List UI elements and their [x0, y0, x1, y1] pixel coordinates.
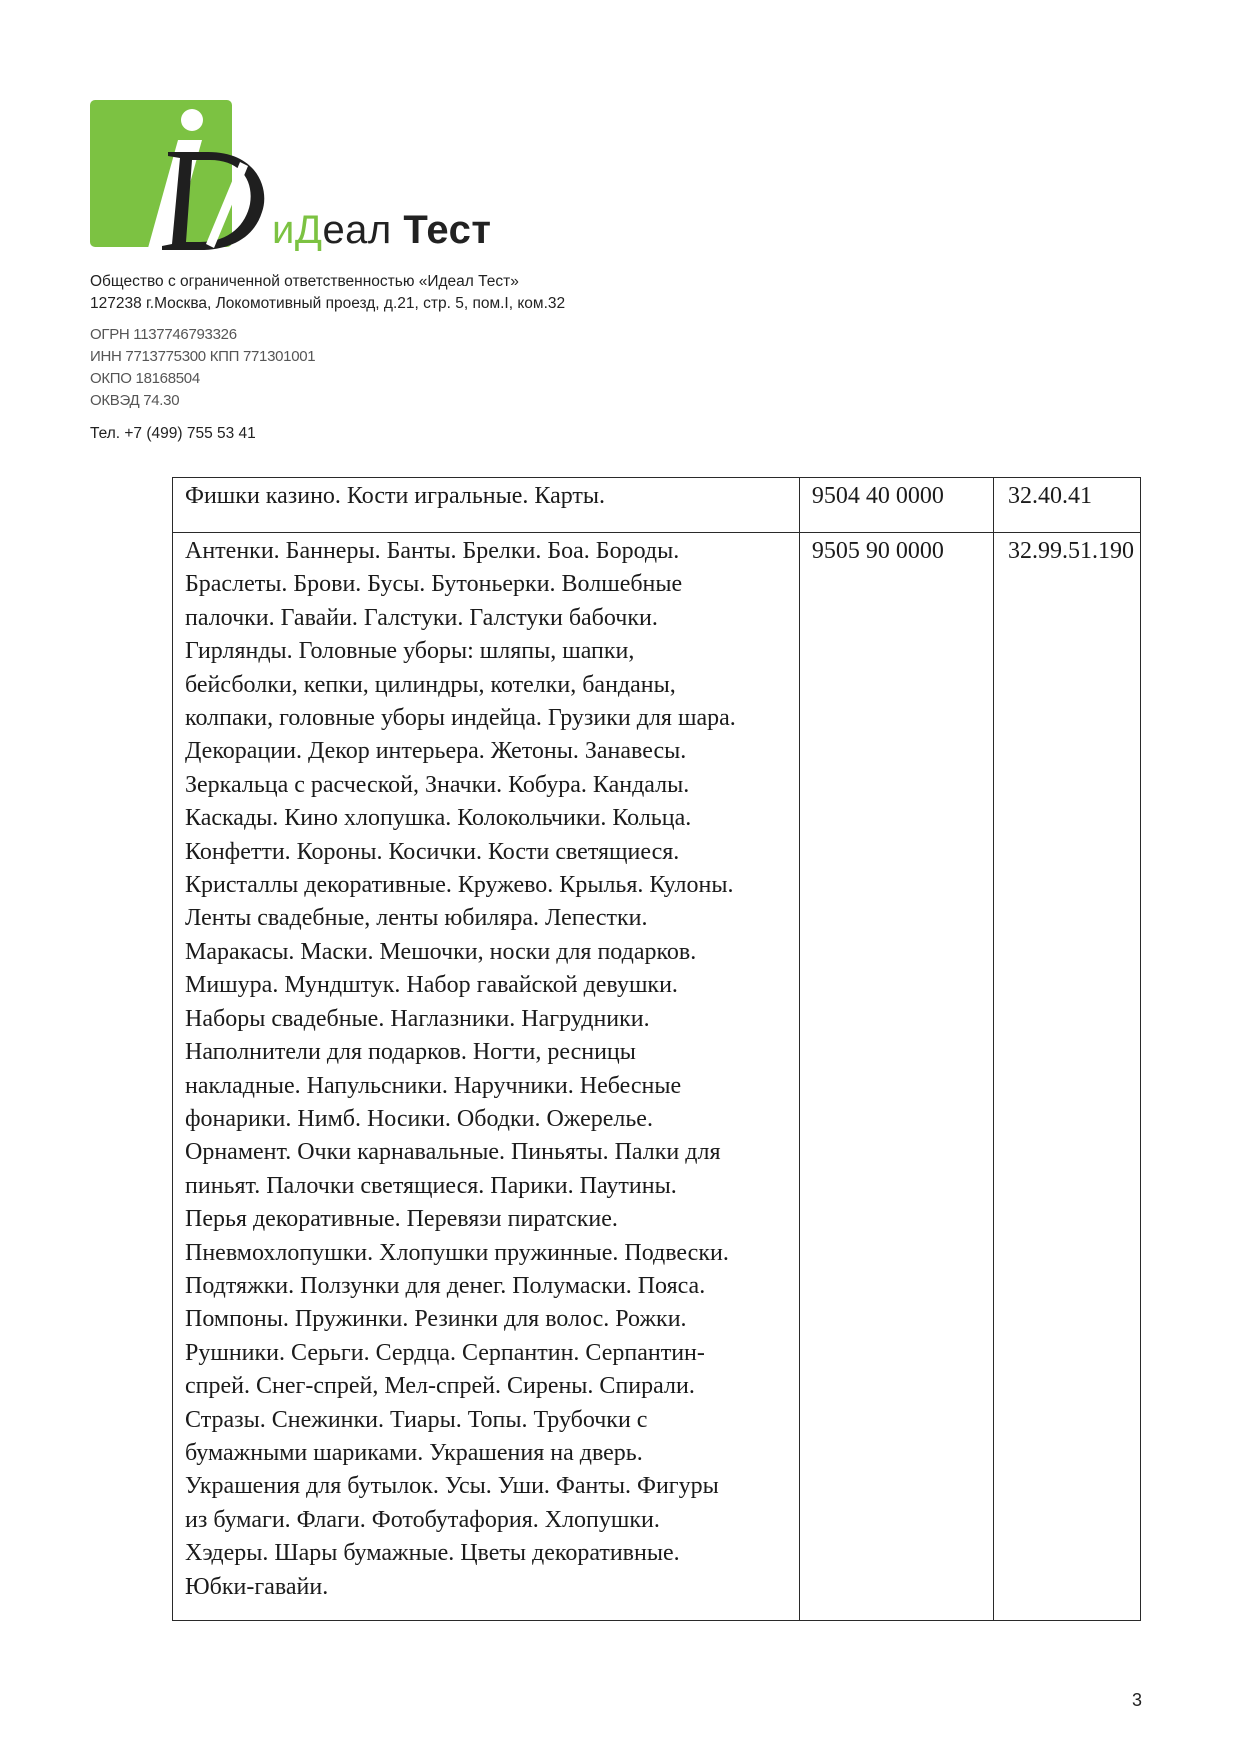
company-address: 127238 г.Москва, Локомотивный проезд, д.21, стр. 5, пом.I, ком.32	[90, 295, 566, 312]
description-line: Наполнители для подарков. Ногти, ресницы	[185, 1039, 636, 1066]
description-line: Хэдеры. Шары бумажные. Цветы декоративные.	[185, 1540, 680, 1567]
brand-name-accent: иД	[272, 208, 323, 252]
company-inn-kpp: ИНН 7713775300 КПП 771301001	[90, 348, 316, 365]
description-line: Стразы. Снежинки. Тиары. Топы. Трубочки с	[185, 1406, 648, 1433]
description-line: Конфетти. Короны. Косички. Кости светящиеся.	[185, 838, 680, 865]
description-line: Декорации. Декор интерьера. Жетоны. Занавесы.	[185, 738, 687, 765]
tn-ved-code-cell: 9504 40 0000	[799, 478, 993, 533]
description-line: Юбки-гавайи.	[185, 1573, 329, 1600]
table-row	[173, 533, 1141, 1621]
description-line: Наборы свадебные. Наглазники. Нагрудники.	[185, 1005, 650, 1032]
company-logo-icon	[90, 100, 280, 255]
okpd-code-cell: 32.40.41	[994, 478, 1141, 533]
goods-description	[185, 535, 789, 1604]
description-line: Браслеты. Брови. Бусы. Бутоньерки. Волшебные	[185, 571, 683, 598]
goods-description-cell	[173, 533, 800, 1621]
description-line: спрей. Снег-спрей, Мел-спрей. Сирены. Спирали.	[185, 1373, 695, 1400]
goods-codes-table	[172, 477, 1141, 1621]
brand-name-middle: еал	[322, 208, 392, 252]
description-line: Гирлянды. Головные уборы: шляпы, шапки,	[185, 638, 635, 665]
company-ogrn: ОГРН 1137746793326	[90, 326, 237, 343]
description-line: Фишки казино. Кости игральные. Карты.	[185, 483, 606, 509]
company-okved: ОКВЭД 74.30	[90, 392, 180, 409]
description-line: палочки. Гавайи. Галстуки. Галстуки бабочки.	[185, 604, 658, 631]
description-line: Перья декоративные. Перевязи пиратские.	[185, 1206, 618, 1233]
brand-name-bold: Тест	[403, 208, 492, 252]
description-line: Пневмохлопушки. Хлопушки пружинные. Подвески.	[185, 1239, 729, 1266]
description-line: Каскады. Кино хлопушка. Колокольчики. Кольца.	[185, 805, 692, 832]
goods-description-cell	[173, 478, 800, 533]
description-line: бумажными шариками. Украшения на дверь.	[185, 1439, 643, 1466]
description-line: Рушники. Серьги. Сердца. Серпантин. Серпантин-	[185, 1339, 705, 1366]
description-line: Кристаллы декоративные. Кружево. Крылья. Кулоны.	[185, 872, 734, 899]
description-line: пиньят. Палочки светящиеся. Парики. Паутины.	[185, 1172, 677, 1199]
description-line: из бумаги. Флаги. Фотобутафория. Хлопушки.	[185, 1506, 660, 1533]
company-okpo: ОКПО 18168504	[90, 370, 200, 387]
description-line: Украшения для бутылок. Усы. Уши. Фанты. Фигуры	[185, 1473, 719, 1500]
description-line: Помпоны. Пружинки. Резинки для волос. Рожки.	[185, 1306, 687, 1333]
page-number: 3	[1132, 1690, 1143, 1710]
description-line: бейсболки, кепки, цилиндры, котелки, банданы,	[185, 671, 676, 698]
description-line: накладные. Напульсники. Наручники. Небесные	[185, 1072, 682, 1099]
description-line: Маракасы. Маски. Мешочки, носки для подарков.	[185, 938, 697, 965]
description-line: фонарики. Нимб. Носики. Ободки. Ожерелье.	[185, 1105, 653, 1132]
description-line: Орнамент. Очки карнавальные. Пиньяты. Палки для	[185, 1139, 721, 1166]
goods-description	[185, 480, 789, 513]
table-row	[173, 478, 1141, 533]
description-line: колпаки, головные уборы индейца. Грузики для шара.	[185, 705, 736, 732]
okpd-code-cell: 32.99.51.190	[994, 533, 1141, 1621]
description-line: Антенки. Баннеры. Банты. Брелки. Боа. Бороды.	[185, 538, 680, 564]
company-phone: Тел. +7 (499) 755 53 41	[90, 425, 256, 442]
company-full-name: Общество с ограниченной ответственностью «Идеал Тест»	[90, 273, 519, 290]
description-line: Ленты свадебные, ленты юбиляра. Лепестки.	[185, 905, 648, 932]
brand-wordmark	[272, 208, 491, 252]
description-line: Зеркальца с расческой, Значки. Кобура. Кандалы.	[185, 771, 690, 798]
description-line: Мишура. Мундштук. Набор гавайской девушки.	[185, 972, 678, 999]
tn-ved-code-cell: 9505 90 0000	[799, 533, 993, 1621]
description-line: Подтяжки. Ползунки для денег. Полумаски. Пояса.	[185, 1272, 706, 1299]
